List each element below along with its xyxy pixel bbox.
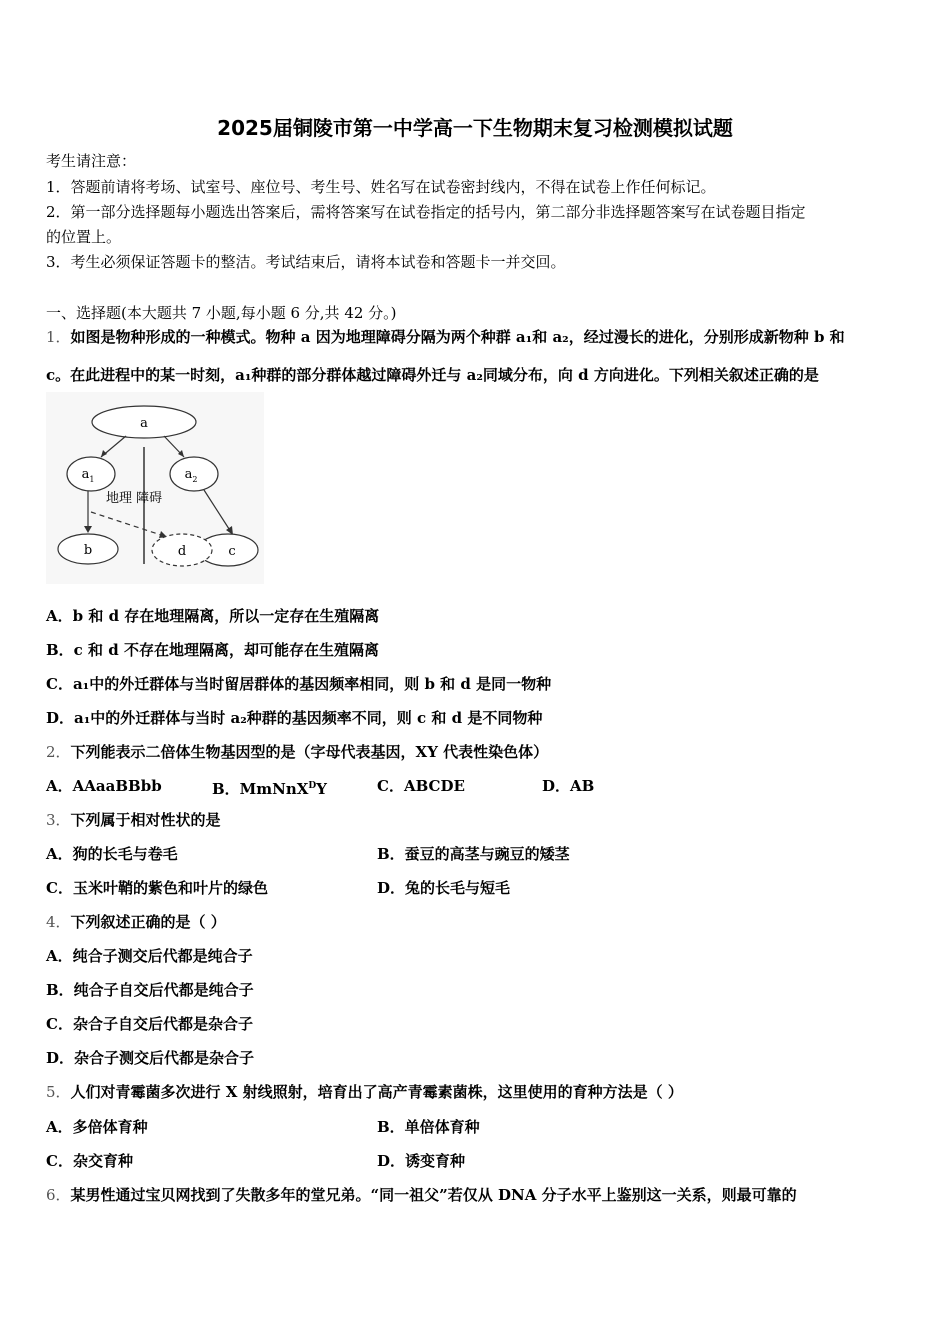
- node-a2-sub: 2: [192, 475, 198, 484]
- question-3-option-c[interactable]: C．玉米叶鞘的紫色和叶片的绿色: [46, 879, 268, 897]
- node-b-label: b: [83, 543, 93, 558]
- question-1-stem-continued: c。在此进程中的某一时刻，a₁种群的部分群体越过障碍外迁与 a₂同域分布，向 d 方向进化。下列相关叙述正确的是: [46, 366, 819, 384]
- node-a1-letter: a: [81, 467, 90, 482]
- notice-item: 3．考生必须保证答题卡的整洁。考试结束后，请将本试卷和答题卡一并交回。: [46, 253, 566, 271]
- question-4-option-c[interactable]: C．杂合子自交后代都是杂合子: [46, 1015, 253, 1033]
- node-c-label: c: [228, 544, 236, 559]
- question-5-stem: [46, 1082, 683, 1102]
- question-1-option-c[interactable]: C．a₁中的外迁群体与当时留居群体的基因频率相同，则 b 和 d 是同一物种: [46, 675, 552, 693]
- question-2-option-c[interactable]: C．ABCDE: [377, 777, 465, 795]
- option-text: Y: [316, 780, 327, 798]
- question-1-option-b[interactable]: B．c 和 d 不存在地理隔离，却可能存在生殖隔离: [46, 641, 379, 659]
- section-heading: 一、选择题(本大题共 7 小题,每小题 6 分,共 42 分。): [46, 304, 397, 322]
- notice-heading: 考生请注意：: [46, 152, 137, 170]
- question-1-option-a[interactable]: A．b 和 d 存在地理隔离，所以一定存在生殖隔离: [46, 607, 380, 625]
- question-number: 4．: [46, 913, 71, 931]
- question-text: 下列叙述正确的是（ ）: [70, 913, 226, 931]
- question-4-option-a[interactable]: A．纯合子测交后代都是纯合子: [46, 947, 253, 965]
- barrier-label: 地理 障碍: [106, 491, 163, 506]
- question-text: 某男性通过宝贝网找到了失散多年的堂兄弟。“同一祖父”若仅从 DNA 分子水平上鉴别这一关系，则最可靠的: [70, 1186, 797, 1204]
- node-a1: [67, 457, 115, 491]
- node-a2: [170, 457, 218, 491]
- question-2-option-a[interactable]: A．AAaaBBbb: [46, 777, 162, 795]
- question-4-stem: [46, 912, 226, 932]
- notice-item: 2．第一部分选择题每小题选出答案后，需将答案写在试卷指定的括号内，第二部分非选择题答案写在试卷题目指定: [46, 203, 806, 221]
- question-1-option-d[interactable]: D．a₁中的外迁群体与当时 a₂种群的基因频率不同，则 c 和 d 是不同物种: [46, 709, 543, 727]
- question-2-stem: [46, 742, 548, 762]
- node-a2-letter: a: [184, 467, 193, 482]
- question-number: 2．: [46, 743, 71, 761]
- node-a1-sub: 1: [89, 475, 95, 484]
- page-title: 2025届铜陵市第一中学高一下生物期末复习检测模拟试题: [217, 116, 733, 140]
- superscript: D: [308, 781, 317, 791]
- question-3-stem: [46, 810, 221, 830]
- speciation-diagram: [46, 392, 264, 584]
- question-text: 如图是物种形成的一种模式。物种 a 因为地理障碍分隔为两个种群 a₁和 a₂，经过漫长的进化，分别形成新物种 b 和: [70, 328, 845, 346]
- node-a-label: a: [140, 416, 148, 431]
- question-number: 6．: [46, 1186, 71, 1204]
- question-3-option-a[interactable]: A．狗的长毛与卷毛: [46, 845, 178, 863]
- question-5-option-c[interactable]: C．杂交育种: [46, 1152, 133, 1170]
- question-1-stem: [46, 327, 845, 347]
- notice-item: 1．答题前请将考场、试室号、座位号、考生号、姓名写在试卷密封线内，不得在试卷上作任何标记。: [46, 178, 716, 196]
- question-6-stem: [46, 1185, 797, 1205]
- question-3-option-b[interactable]: B．蚕豆的高茎与豌豆的矮茎: [377, 845, 570, 863]
- question-5-option-d[interactable]: D．诱变育种: [377, 1152, 466, 1170]
- question-2-option-b[interactable]: [212, 776, 327, 799]
- question-number: 3．: [46, 811, 71, 829]
- node-d-label: d: [177, 544, 187, 559]
- notice-item: 的位置上。: [46, 228, 122, 246]
- question-number: 5．: [46, 1083, 71, 1101]
- question-text: 人们对青霉菌多次进行 X 射线照射，培育出了高产青霉素菌株，这里使用的育种方法是（ ）: [70, 1083, 683, 1101]
- option-text: B．MmNnX: [212, 780, 309, 798]
- question-2-option-d[interactable]: D．AB: [542, 777, 595, 795]
- question-text: 下列属于相对性状的是: [70, 811, 221, 829]
- question-text: 下列能表示二倍体生物基因型的是（字母代表基因，XY 代表性染色体）: [70, 743, 549, 761]
- question-5-option-b[interactable]: B．单倍体育种: [377, 1118, 480, 1136]
- question-5-option-a[interactable]: A．多倍体育种: [46, 1118, 148, 1136]
- question-4-option-b[interactable]: B．纯合子自交后代都是纯合子: [46, 981, 254, 999]
- question-4-option-d[interactable]: D．杂合子测交后代都是杂合子: [46, 1049, 255, 1067]
- question-3-option-d[interactable]: D．兔的长毛与短毛: [377, 879, 511, 897]
- question-number: 1．: [46, 328, 71, 346]
